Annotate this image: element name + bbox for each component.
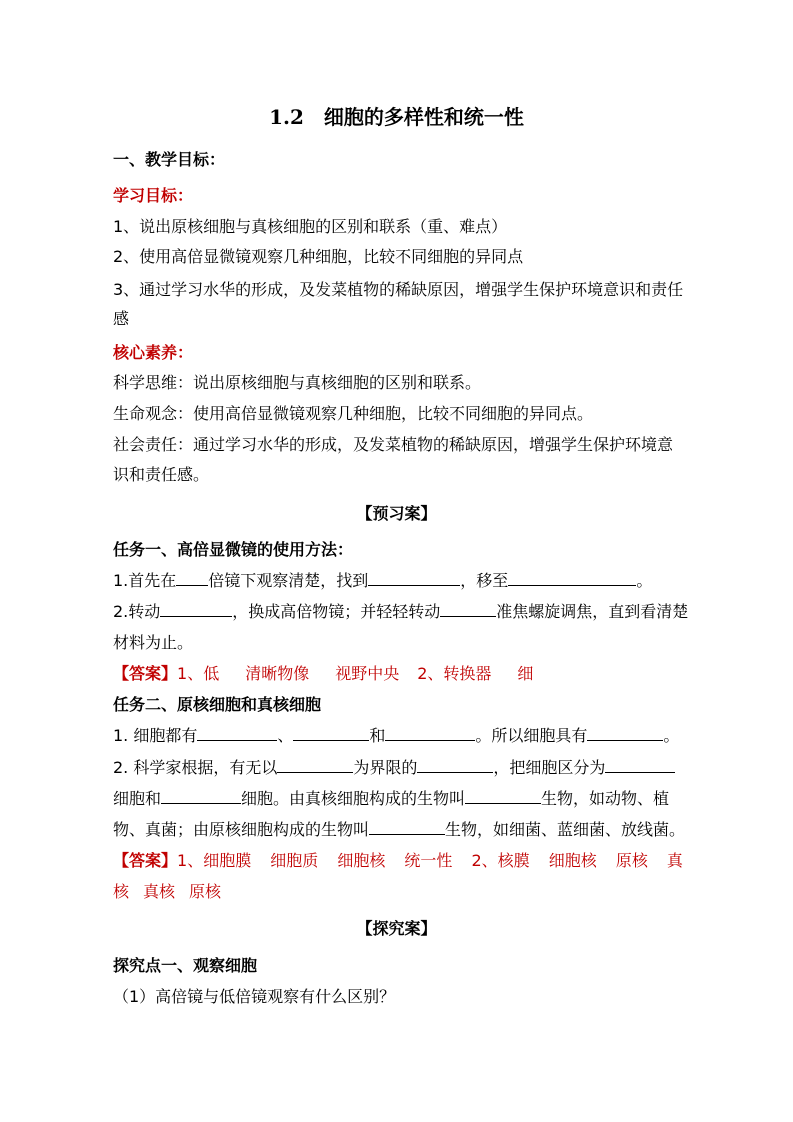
- question-text: 。: [636, 571, 653, 590]
- learning-goals-heading: 学习目标：: [113, 186, 194, 205]
- question-text: 和: [369, 726, 386, 745]
- answer-blank[interactable]: [176, 570, 208, 586]
- answer-item: 核: [113, 882, 130, 901]
- question-text: 1. 细胞都有: [113, 726, 198, 745]
- task2-answer: [113, 850, 683, 872]
- answer-blank[interactable]: [508, 570, 636, 586]
- question-text: 倍镜下观察清楚，找到: [208, 571, 369, 590]
- answer-blank[interactable]: [369, 819, 445, 835]
- answer-item: 清晰物像: [245, 664, 310, 683]
- core-item: 社会责任：通过学习水华的形成，及发菜植物的稀缺原因，增强学生保护环境意: [113, 435, 674, 454]
- answer-item: 1、低: [177, 664, 220, 683]
- task1-question-2-continued: 材料为止。: [113, 633, 194, 652]
- question-text: ，换成高倍物镜；并轻轻转动: [232, 602, 441, 621]
- answer-blank[interactable]: [440, 601, 496, 617]
- answer-label: 【答案】: [113, 664, 178, 683]
- task2-question-1: [113, 725, 683, 747]
- task1-heading: 任务一、高倍显微镜的使用方法：: [113, 540, 354, 559]
- answer-item: 原核: [615, 851, 648, 870]
- question-text: 。: [663, 726, 680, 745]
- core-item: 科学思维：说出原核细胞与真核细胞的区别和联系。: [113, 373, 482, 392]
- task2-question-2: [113, 757, 683, 779]
- core-item: 生命观念：使用高倍显微镜观察几种细胞，比较不同细胞的异同点。: [113, 404, 594, 423]
- answer-item: 2、核膜: [471, 851, 530, 870]
- answer-item: 真: [666, 851, 683, 870]
- task1-question-2: [113, 601, 689, 623]
- question-text: 1.首先在: [113, 571, 177, 590]
- question-text: 为界限的: [353, 758, 418, 777]
- answer-item: 视野中央: [335, 664, 400, 683]
- task2-question-2-line3: [113, 819, 686, 841]
- goal-item: 感: [113, 309, 130, 328]
- explore1-heading: 探究点一、观察细胞: [113, 956, 258, 975]
- goal-item: 1、说出原核细胞与真核细胞的区别和联系（重、难点）: [113, 217, 508, 236]
- page-title: 1.2 细胞的多样性和统一性: [269, 105, 524, 129]
- explore1-question-1: （1）高倍镜与低倍镜观察有什么区别？: [113, 987, 396, 1006]
- task2-heading: 任务二、原核细胞和真核细胞: [113, 695, 322, 714]
- answer-item: 1、细胞膜: [177, 851, 252, 870]
- answer-blank[interactable]: [160, 601, 232, 617]
- question-text: 生物，如细菌、蓝细菌、放线菌。: [445, 820, 686, 839]
- task2-answer-continued: [113, 881, 683, 903]
- task1-answer: [113, 663, 683, 685]
- question-text: 、: [277, 726, 294, 745]
- answer-item: 细: [517, 664, 534, 683]
- question-text: 物、真菌；由原核细胞构成的生物叫: [113, 820, 370, 839]
- answer-blank[interactable]: [161, 788, 241, 804]
- core-item: 识和责任感。: [113, 465, 210, 484]
- answer-label: 【答案】: [113, 851, 178, 870]
- answer-item: 2、转换器: [417, 664, 492, 683]
- question-text: 准焦螺旋调焦，直到看清楚: [496, 602, 689, 621]
- question-text: 。所以细胞具有: [475, 726, 588, 745]
- answer-item: 真核: [143, 882, 176, 901]
- answer-blank[interactable]: [587, 725, 663, 741]
- question-text: 生物，如动物、植: [541, 789, 670, 808]
- answer-blank[interactable]: [277, 757, 353, 773]
- section-heading-objectives: 一、教学目标：: [113, 150, 226, 169]
- answer-blank[interactable]: [197, 725, 277, 741]
- answer-item: 细胞核: [337, 851, 386, 870]
- question-text: 2.转动: [113, 602, 161, 621]
- question-text: ，把细胞区分为: [493, 758, 606, 777]
- answer-item: 统一性: [404, 851, 453, 870]
- goal-item: 2、使用高倍显微镜观察几种细胞，比较不同细胞的异同点: [113, 247, 524, 266]
- question-text: ，移至: [460, 571, 509, 590]
- answer-item: 细胞核: [548, 851, 597, 870]
- core-literacy-heading: 核心素养：: [113, 343, 194, 362]
- answer-blank[interactable]: [465, 788, 541, 804]
- answer-blank[interactable]: [417, 757, 493, 773]
- answer-item: 原核: [189, 882, 222, 901]
- question-text: 细胞。由真核细胞构成的生物叫: [241, 789, 466, 808]
- answer-blank[interactable]: [368, 570, 460, 586]
- goal-item: 3、通过学习水华的形成，及发菜植物的稀缺原因，增强学生保护环境意识和责任: [113, 280, 684, 299]
- task2-question-2-line2: [113, 788, 683, 810]
- answer-blank[interactable]: [605, 757, 675, 773]
- preview-heading: 【预习案】: [356, 504, 437, 523]
- task1-question-1: [113, 570, 683, 592]
- answer-blank[interactable]: [293, 725, 369, 741]
- answer-blank[interactable]: [385, 725, 475, 741]
- answer-item: 细胞质: [270, 851, 319, 870]
- question-text: 细胞和: [113, 789, 162, 808]
- explore-heading: 【探究案】: [356, 919, 437, 938]
- question-text: 2. 科学家根据，有无以: [113, 758, 278, 777]
